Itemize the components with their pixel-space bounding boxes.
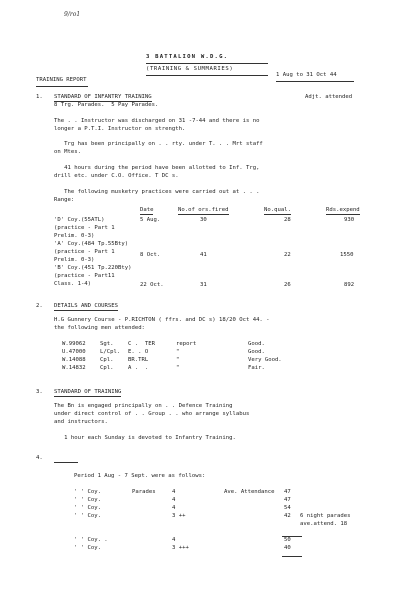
attendee-3-result: "	[176, 357, 180, 363]
attendee-4-rank: Cpl.	[100, 365, 114, 371]
attendee-1-grade: Good.	[248, 341, 265, 347]
document-subtitle: (TRAINING & SUMMARIES)	[146, 66, 234, 72]
section-4-row-4-parades: 3 ++	[172, 513, 186, 519]
section-3-heading: STANDARD OF TRAINING	[54, 389, 122, 395]
attendee-2-result: "	[176, 349, 180, 355]
section-4-row-5-note: ave.attend. 18	[300, 521, 348, 527]
section-4-row-1-parades-label: Parades	[132, 489, 156, 495]
attendee-4-grade: Fair.	[248, 365, 265, 371]
attendee-4-name: A . .	[128, 365, 149, 371]
section-4-row-1-attendance-label: Ave. Attendance	[224, 489, 275, 495]
attendee-2-name: E. . O	[128, 349, 149, 355]
section-1-line-1: Adjt. attended	[305, 94, 353, 100]
section-1-line-2: 8 Trg. Parades. 5 Pay Parades.	[54, 102, 159, 108]
section-label: TRAINING REPORT	[36, 77, 87, 83]
table-row-1-label-2: (practice - Part 1	[54, 225, 115, 231]
attendee-4-number: W.14832	[62, 365, 86, 371]
table-row-1-rds: 930	[344, 217, 355, 223]
table-row-2-label-2: (practice - Part 1	[54, 249, 115, 255]
table-row-1-label-3: Prelim. 0-3)	[54, 233, 95, 239]
section-4-row-6-unit: ' ' Coy. .	[74, 537, 108, 543]
table-row-3-qual: 26	[284, 282, 291, 288]
handwritten-reference: 9/ro1	[64, 11, 81, 18]
table-row-1-label-1: 'D' Coy.(55ATL)	[54, 217, 105, 223]
section-4-row-4-note: 6 night parades	[300, 513, 351, 519]
section-4-row-1-unit: ' ' Coy.	[74, 489, 101, 495]
table-row-1-fired: 30	[200, 217, 207, 223]
table-row-3-label-3: Class. 1-4)	[54, 281, 92, 287]
section-4-row-2-attendance: 47	[284, 497, 291, 503]
section-2-line-2: the following men attended:	[54, 325, 145, 331]
section-2-number: 2.	[36, 303, 43, 309]
section-4-row-2-unit: ' ' Coy.	[74, 497, 101, 503]
attendee-2-number: U.47000	[62, 349, 86, 355]
section-1-paragraph-1-line-1: The . . Instructor was discharged on 31 -7-44 and there is no	[54, 118, 260, 124]
table-row-1-qual: 28	[284, 217, 291, 223]
attendee-3-grade: Very Good.	[248, 357, 282, 363]
total-rule-2	[282, 556, 302, 557]
attendee-3-rank: Cpl.	[100, 357, 114, 363]
total-rule-1	[282, 536, 302, 537]
section-3-line-5: 1 hour each Sunday is devoted to Infantry Training.	[54, 435, 236, 441]
section-4-row-1-attendance: 47	[284, 489, 291, 495]
section-4-row-6-attendance: 50	[284, 537, 291, 543]
table-header-fired: No.of ors.fired	[178, 207, 229, 213]
section-1-paragraph-2-line-1: Trg has been principally on . . rty. under T. . . Mrt staff	[54, 141, 263, 147]
title-underline	[146, 63, 268, 64]
table-row-2-qual: 22	[284, 252, 291, 258]
table-row-2-rds: 1550	[340, 252, 354, 258]
table-row-3-label-2: (practice - Part11	[54, 273, 115, 279]
section-4-heading-underline	[54, 462, 78, 463]
section-3-line-2: under direct control of . . Group . . who arrange syllabus	[54, 411, 250, 417]
section-3-number: 3.	[36, 389, 43, 395]
section-3-line-3: and instructors.	[54, 419, 108, 425]
attendee-3-name: BR.TRL	[128, 357, 149, 363]
section-1-paragraph-3-line-1: 41 hours during the period have been allotted to Inf. Trg,	[54, 165, 260, 171]
section-4-row-3-parades: 4	[172, 505, 176, 511]
date-range: 1 Aug to 31 Oct 44	[276, 72, 337, 78]
attendee-4-result: "	[176, 365, 180, 371]
table-header-date: Date	[140, 207, 154, 213]
table-row-2-fired: 41	[200, 252, 207, 258]
section-4-row-6-parades: 4	[172, 537, 176, 543]
section-label-underline	[36, 86, 88, 87]
section-1-number: 1.	[36, 94, 43, 100]
document-title: 3 BATTALION W.D.G.	[146, 54, 229, 60]
table-row-2-date: 8 Oct.	[140, 252, 161, 258]
table-row-3-fired: 31	[200, 282, 207, 288]
attendee-3-number: W.14088	[62, 357, 86, 363]
attendee-1-name: C . TER	[128, 341, 155, 347]
table-row-1-date: 5 Aug.	[140, 217, 161, 223]
date-range-underline	[276, 81, 354, 82]
section-4-row-7-attendance: 40	[284, 545, 291, 551]
attendee-1-result: report	[176, 341, 197, 347]
table-header-rds: Rds.expend	[326, 207, 360, 213]
attendee-2-rank: L/Cpl.	[100, 349, 121, 355]
table-row-2-label-1: 'A' Coy.(484 Tp.55Bty)	[54, 241, 129, 247]
section-1-paragraph-1-line-2: longer a P.T.I. Instructor on strength.	[54, 126, 186, 132]
attendee-2-grade: Good.	[248, 349, 265, 355]
section-4-row-3-attendance: 54	[284, 505, 291, 511]
section-1-paragraph-4-line-1: The following musketry practices were carried out at . . .	[54, 189, 260, 195]
subtitle-underline	[146, 75, 268, 76]
section-4-row-1-parades: 4	[172, 489, 176, 495]
section-4-row-7-unit: ' ' Coy.	[74, 545, 101, 551]
section-4-row-3-unit: ' ' Coy.	[74, 505, 101, 511]
section-2-line-1: H.G Gunnery Course - P.RICHTON ( ffrs. and DC s) 18/20 Oct 44. -	[54, 317, 270, 323]
section-4-row-7-parades: 3 +++	[172, 545, 189, 551]
table-row-3-label-1: 'B' Coy.(451 Tp.220Bty)	[54, 265, 132, 271]
section-1-paragraph-3-line-2: drill etc. under C.O. Office. T DC s.	[54, 173, 179, 179]
table-row-3-date: 22 Oct.	[140, 282, 164, 288]
attendee-1-number: W.99062	[62, 341, 86, 347]
section-4-row-4-unit: ' ' Coy.	[74, 513, 101, 519]
section-1-paragraph-4-line-2: Range:	[54, 197, 75, 203]
section-4-row-2-parades: 4	[172, 497, 176, 503]
section-1-paragraph-2-line-2: on Mtes.	[54, 149, 81, 155]
table-row-2-label-3: Prelim. 0-3)	[54, 257, 95, 263]
section-4-row-4-attendance: 42	[284, 513, 291, 519]
attendee-1-rank: Sgt.	[100, 341, 114, 347]
section-2-heading: DETAILS AND COURSES	[54, 303, 118, 309]
table-row-3-rds: 892	[344, 282, 355, 288]
section-4-intro: Period 1 Aug - 7 Sept. were as follows:	[74, 473, 206, 479]
table-header-qual: No.qual.	[264, 207, 291, 213]
section-3-line-1: The Bn is engaged principally on . . Defence Training	[54, 403, 233, 409]
section-4-number: 4.	[36, 455, 43, 461]
section-1-heading: STANDARD OF INFANTRY TRAINING	[54, 94, 152, 100]
